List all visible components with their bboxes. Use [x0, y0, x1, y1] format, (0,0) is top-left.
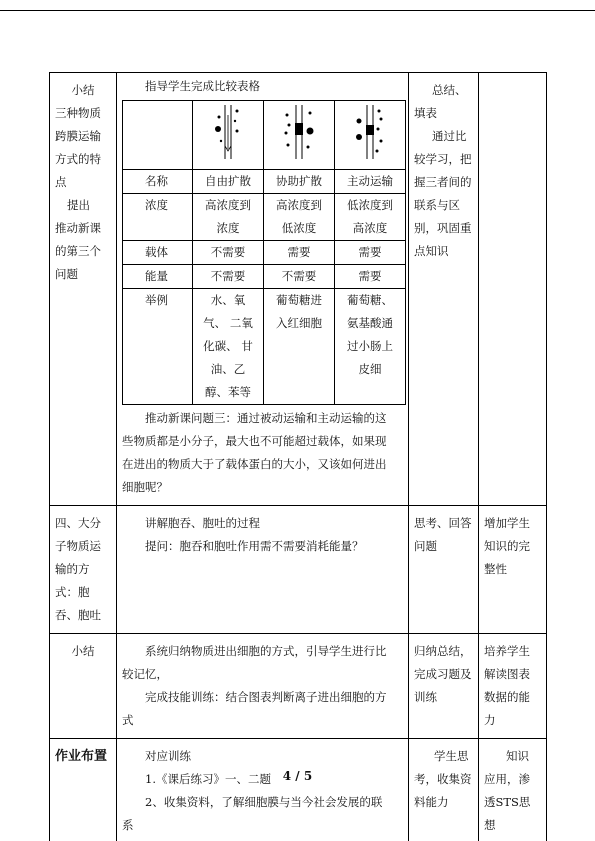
row1-purpose-cell: [479, 73, 547, 506]
page-number: 4 / 5: [282, 769, 313, 783]
row1-stage-cell: 小结 三种物质 跨膜运输 方式的特 点 提出 推动新课 的第三个 问题: [50, 73, 117, 506]
lesson-plan-table: [49, 72, 547, 841]
homework-title: 作业布置: [55, 749, 108, 764]
row2-purpose-cell: 增加学生 知识的完 整性: [479, 506, 547, 634]
table-row: [50, 506, 547, 634]
diagram-row: [123, 101, 406, 170]
row4-purpose-cell: 知识 应用，渗 透STS思 想: [479, 739, 547, 841]
table-row: [50, 739, 547, 841]
facilitated-diffusion-diagram: [264, 101, 335, 170]
row3-content-cell: 系统归纳物质进出细胞的方式，引导学生进行比 较记忆， 完成技能训练：结合图表判断离子进出细胞的方 式: [117, 634, 409, 739]
table-row: 浓度 高浓度到 浓度 高浓度到 低浓度 低浓度到 高浓度: [123, 194, 406, 241]
blank-cell: [123, 101, 193, 170]
row3-student-cell: 归纳总结， 完成习题及 训练: [409, 634, 479, 739]
table-row: 举例 水、氧 气、 二氧 化碳、 甘 油、乙 醇、苯等 葡萄糖进 入红细胞 葡萄糖、 氨基酸通 过小肠上 皮细: [123, 289, 406, 405]
active-transport-diagram: [335, 101, 406, 170]
row2-content-cell: 讲解胞吞、胞吐的过程 提问：胞吞和胞吐作用需不需要消耗能量？: [117, 506, 409, 634]
row3-stage-cell: 小结: [50, 634, 117, 739]
free-diffusion-diagram: [193, 101, 264, 170]
row4-stage-cell: [50, 739, 117, 841]
question-three-paragraph: 推动新课问题三：通过被动运输和主动运输的这 些物质都是小分子，最大也不可能超过载体，如果现 在进出的物质大于了载体蛋白的大小，又该如何进出 细胞呢？: [122, 411, 387, 494]
row2-stage-cell: 四、大分 子物质运 输的方 式：胞 吞、胞吐: [50, 506, 117, 634]
row4-content-cell: 对应训练 1.《课后练习》一、二题 2、收集资料，了解细胞膜与当今社会发展的联 系: [117, 739, 409, 841]
row2-student-cell: 思考、回答 问题: [409, 506, 479, 634]
table-intro: 指导学生完成比较表格: [145, 79, 260, 93]
table-row: [50, 73, 547, 506]
table-row: 名称 自由扩散 协助扩散 主动运输: [123, 170, 406, 194]
row1-content-cell: [117, 73, 409, 506]
table-row: [50, 634, 547, 739]
table-row: 载体 不需要 需要 需要: [123, 241, 406, 265]
comparison-table: [122, 100, 406, 405]
row4-student-cell: 学生思 考，收集资 料能力: [409, 739, 479, 841]
table-row: 能量 不需要 不需要 需要: [123, 265, 406, 289]
row3-purpose-cell: 培养学生 解读图表 数据的能 力: [479, 634, 547, 739]
row1-student-cell: 总结、 填表 通过比 较学习，把 握三者间的 联系与区 别，巩固重 点知识: [409, 73, 479, 506]
header-rule: [0, 10, 595, 11]
